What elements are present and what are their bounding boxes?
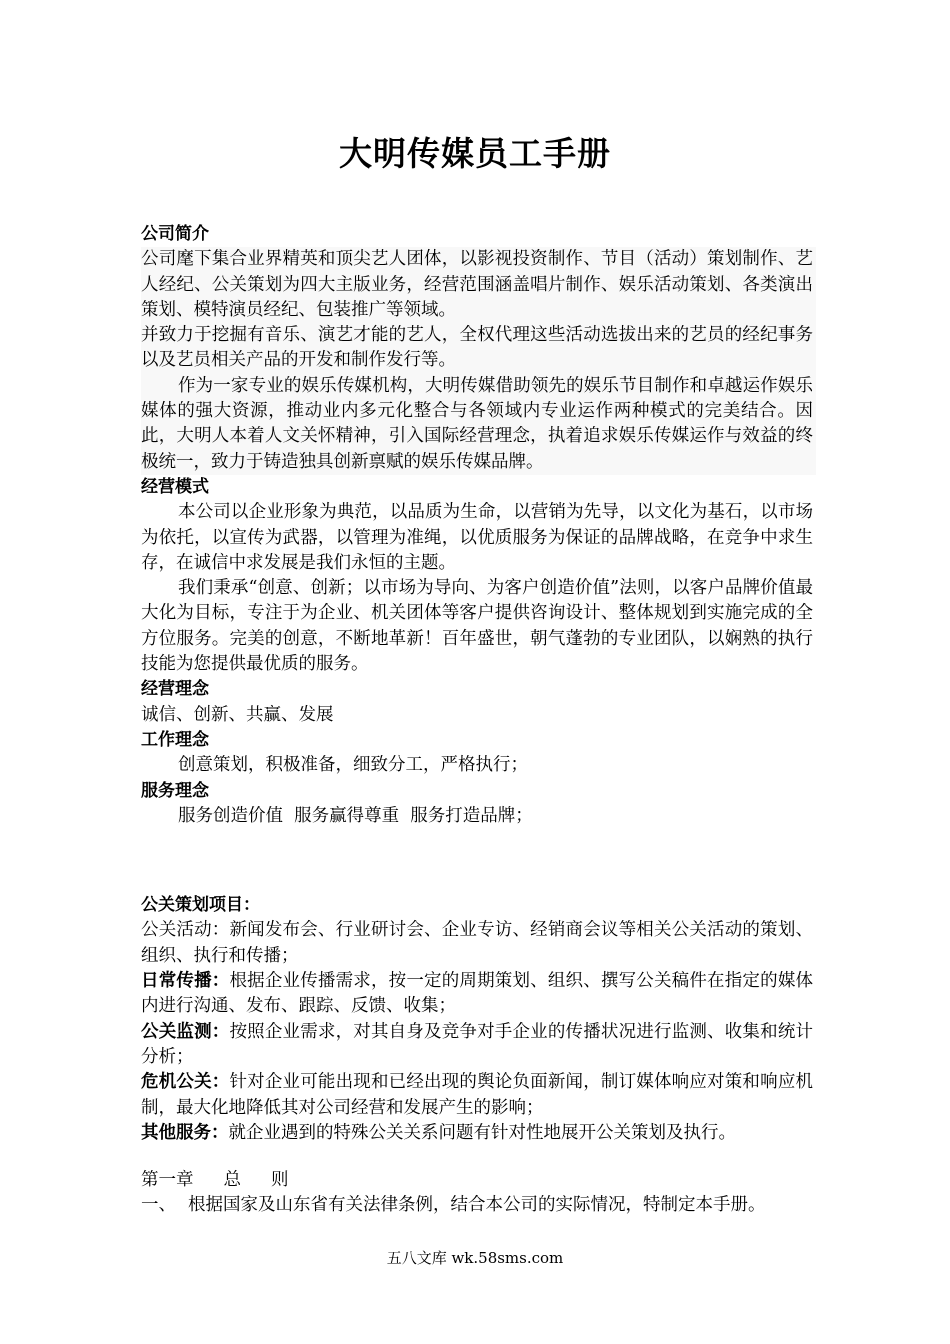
intro-paragraph-1: 公司麾下集合业界精英和顶尖艺人团体，以影视投资制作、节目（活动）策划制作、艺人经纪、公关策划为四大主版业务，经营范围涵盖唱片制作、娱乐活动策划、各类演出策划、模特演员经纪、包装推广等领域。 (141, 249, 813, 320)
intro-paragraph-2: 并致力于挖掘有音乐、演艺才能的艺人，全权代理这些活动选拔出来的艺员的经纪事务以及艺员相关产品的开发和制作发行等。 (141, 325, 813, 371)
heading-pr-projects: 公关策划项目： (141, 895, 260, 916)
footer-watermark: 五八文库 wk.58sms.com (386, 1249, 564, 1267)
pr-item-label: 公关活动： (141, 920, 230, 941)
pr-item (141, 918, 813, 969)
mode-paragraph-1: 本公司以企业形象为典范，以品质为生命，以营销为先导，以文化为基石，以市场为依托，以宣传为武器，以管理为准绳，以优质服务为保证的品牌战略，在竞争中求生存，在诚信中求发展是我们永恒的主题。 (141, 502, 813, 573)
heading-business-mode: 经营模式 (141, 476, 209, 497)
business-idea-text: 诚信、创新、共赢、发展 (141, 704, 334, 725)
pr-item-text: 根据企业传播需求，按一定的周期策划、组织、撰写公关稿件在指定的媒体内进行沟通、发布、跟踪、反馈、收集； (141, 971, 814, 1017)
spacer (141, 829, 813, 893)
document-title: 大明传媒员工手册 (339, 134, 611, 173)
pr-item (141, 1020, 813, 1071)
pr-item-label: 其他服务： (141, 1122, 229, 1143)
pr-item (141, 1121, 813, 1146)
pr-item-text: 按照企业需求，对其自身及竞争对手企业的传播状况进行监测、收集和统计分析； (141, 1021, 814, 1067)
article-number: 一、 (141, 1195, 176, 1216)
pr-item-text: 就企业遇到的特殊公关关系问题有针对性地展开公关策划及执行。 (228, 1122, 736, 1143)
article-1 (141, 1193, 813, 1218)
heading-company-intro: 公司简介 (141, 224, 209, 244)
pr-item-text: 针对企业可能出现和已经出现的舆论负面新闻，制订媒体响应对策和响应机制，最大化地降低其对公司经营和发展产生的影响； (141, 1072, 814, 1118)
service-idea-text: 服务创造价值 服务赢得尊重 服务打造品牌； (178, 805, 533, 826)
chapter-word-2: 则 (271, 1170, 289, 1191)
article-text: 根据国家及山东省有关法律条例，结合本公司的实际情况，特制定本手册。 (188, 1195, 766, 1216)
spacer (141, 1146, 813, 1168)
work-idea-text: 创意策划，积极准备，细致分工，严格执行； (178, 755, 528, 776)
chapter-number: 第一章 (141, 1170, 194, 1191)
pr-item-text: 新闻发布会、行业研讨会、企业专访、经销商会议等相关公关活动的策划、组织、执行和传播； (141, 920, 814, 966)
document-body (141, 222, 813, 1219)
pr-item (141, 969, 813, 1020)
pr-item (141, 1070, 813, 1121)
heading-business-idea: 经营理念 (141, 679, 209, 700)
chapter-heading (141, 1168, 813, 1193)
mode-paragraph-2: 我们秉承“创意、创新；以市场为导向、为客户创造价值”法则，以客户品牌价值最大化为目标，专注于为企业、机关团体等客户提供咨询设计、整体规划到实施完成的全方位服务。完美的创意，不断地革新！百年盛世，朝气蓬勃的专业团队，以娴熟的执行技能为您提供最优质的服务。 (141, 578, 813, 675)
intro-block (141, 247, 816, 475)
intro-paragraph-3: 作为一家专业的娱乐传媒机构，大明传媒借助领先的娱乐节目制作和卓越运作娱乐媒体的强大资源，推动业内多元化整合与各领域内专业运作两种模式的完美结合。因此，大明人本着人文关怀精神，引入国际经营理念，执着追求娱乐传媒运作与效益的终极统一，致力于铸造独具创新禀赋的娱乐传媒品牌。 (141, 375, 813, 472)
chapter-word-1: 总 (223, 1170, 241, 1191)
pr-item-label: 危机公关： (141, 1072, 230, 1093)
heading-service-idea: 服务理念 (141, 780, 209, 801)
pr-item-label: 日常传播： (141, 971, 230, 992)
heading-work-idea: 工作理念 (141, 729, 209, 750)
pr-item-label: 公关监测： (141, 1021, 230, 1042)
